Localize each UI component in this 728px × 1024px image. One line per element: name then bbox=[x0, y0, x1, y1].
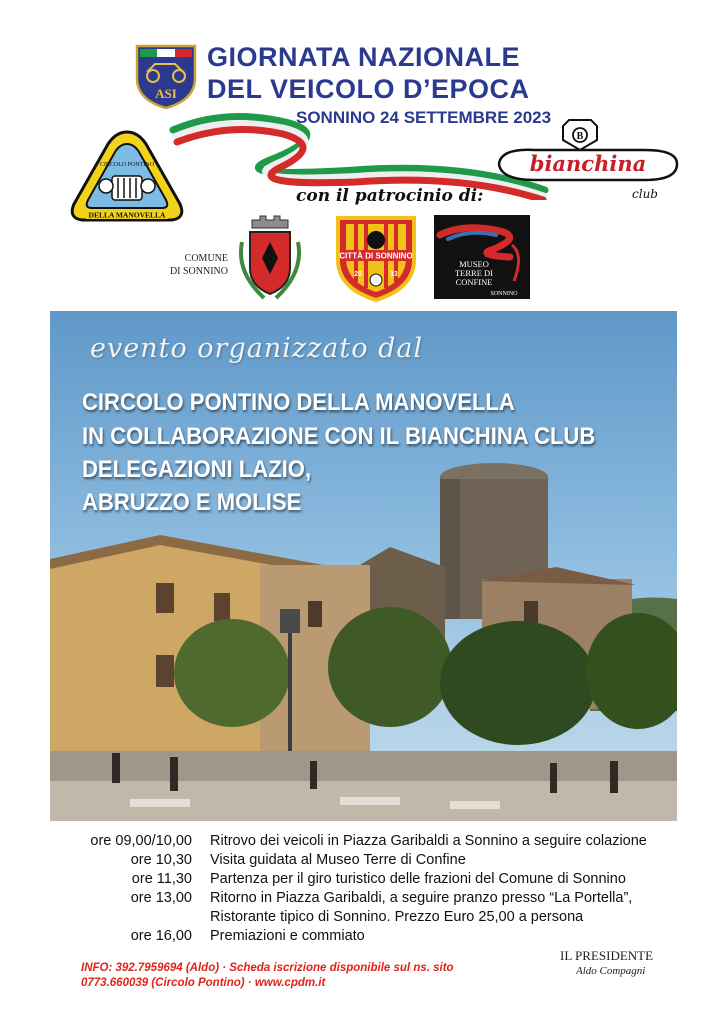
schedule-row bbox=[60, 852, 700, 871]
bianchina-club-sub: club bbox=[632, 187, 658, 201]
circolo-ring-text: CIRCOLO PONTINO bbox=[99, 162, 155, 168]
schedule-time: ore 09,00/10,00 bbox=[90, 833, 192, 849]
organizer-line-2: IN COLLABORAZIONE CON IL BIANCHINA CLUB bbox=[82, 423, 596, 450]
organizer-line-4: ABRUZZO E MOLISE bbox=[82, 489, 302, 516]
president-name: Aldo Compagni bbox=[576, 965, 646, 977]
patronage-label: con il patrocinio di: bbox=[296, 186, 484, 206]
schedule-text: Ritrovo dei veicoli in Piazza Garibaldi a Sonnino a seguire colazione bbox=[210, 833, 647, 849]
museo-terre-di-confine-logo bbox=[434, 215, 530, 299]
citta-year-left: 20 bbox=[354, 271, 362, 278]
organized-by-label: evento organizzato dal bbox=[90, 333, 424, 364]
schedule-text: Premiazioni e commiato bbox=[210, 928, 365, 944]
comune-label-line1: COMUNE bbox=[184, 253, 228, 264]
schedule-text: Visita guidata al Museo Terre di Confine bbox=[210, 852, 466, 868]
citta-di-sonnino-badge bbox=[332, 212, 420, 304]
schedule-row bbox=[60, 871, 700, 890]
info-contact-line1: INFO: 392.7959694 (Aldo) · Scheda iscrizione disponibile sul ns. sito bbox=[81, 962, 454, 974]
bianchina-club-logo bbox=[495, 114, 681, 206]
circolo-pontino-logo bbox=[66, 128, 188, 234]
asi-letters: ASI bbox=[155, 86, 177, 101]
schedule-time: ore 16,00 bbox=[130, 928, 192, 944]
schedule-text: Ritorno in Piazza Garibaldi, a seguire pranzo presso “La Portella”, bbox=[210, 890, 633, 906]
museo-line1: MUSEO bbox=[459, 259, 489, 269]
schedule-row bbox=[60, 833, 700, 852]
museo-line3: CONFINE bbox=[455, 277, 493, 287]
schedule-time: ore 13,00 bbox=[130, 890, 192, 906]
schedule-time: ore 11,30 bbox=[131, 871, 192, 887]
event-date: SONNINO 24 SETTEMBRE 2023 bbox=[296, 108, 552, 127]
schedule-text: Partenza per il giro turistico delle frazioni del Comune di Sonnino bbox=[210, 871, 626, 887]
schedule-text: Ristorante tipico di Sonnino. Prezzo Euro 25,00 a persona bbox=[210, 909, 584, 925]
schedule-row bbox=[60, 928, 700, 947]
comune-label bbox=[160, 252, 228, 278]
organizer-line-3: DELEGAZIONI LAZIO, bbox=[82, 456, 312, 483]
comune-label-line2: DI SONNINO bbox=[169, 266, 228, 277]
event-title-line2: DEL VEICOLO D’EPOCA bbox=[207, 74, 530, 104]
bianchina-wordmark: bianchina bbox=[529, 151, 647, 176]
info-contact-line2: 0773.660039 (Circolo Pontino) · www.cpdm.it bbox=[81, 977, 326, 989]
museo-line2: TERRE DI bbox=[454, 268, 494, 278]
svg-text:B: B bbox=[576, 131, 584, 142]
organizer-line-1: CIRCOLO PONTINO DELLA MANOVELLA bbox=[82, 389, 515, 416]
citta-badge-text: CITTÀ DI SONNINO bbox=[339, 251, 413, 261]
sonnino-piazza-photo bbox=[50, 311, 677, 821]
asi-logo bbox=[133, 42, 199, 110]
schedule-row bbox=[60, 909, 700, 928]
president-title: IL PRESIDENTE bbox=[560, 948, 654, 963]
town-scene-illustration bbox=[50, 311, 677, 821]
event-title-line1: GIORNATA NAZIONALE bbox=[207, 42, 520, 72]
schedule-row bbox=[60, 890, 700, 909]
comune-coat-of-arms bbox=[234, 212, 306, 304]
circolo-band-text: DELLA MANOVELLA bbox=[88, 210, 166, 220]
schedule-time: ore 10,30 bbox=[130, 852, 192, 868]
museo-line4: SONNINO bbox=[490, 291, 518, 297]
citta-year-right: 13 bbox=[390, 271, 398, 278]
